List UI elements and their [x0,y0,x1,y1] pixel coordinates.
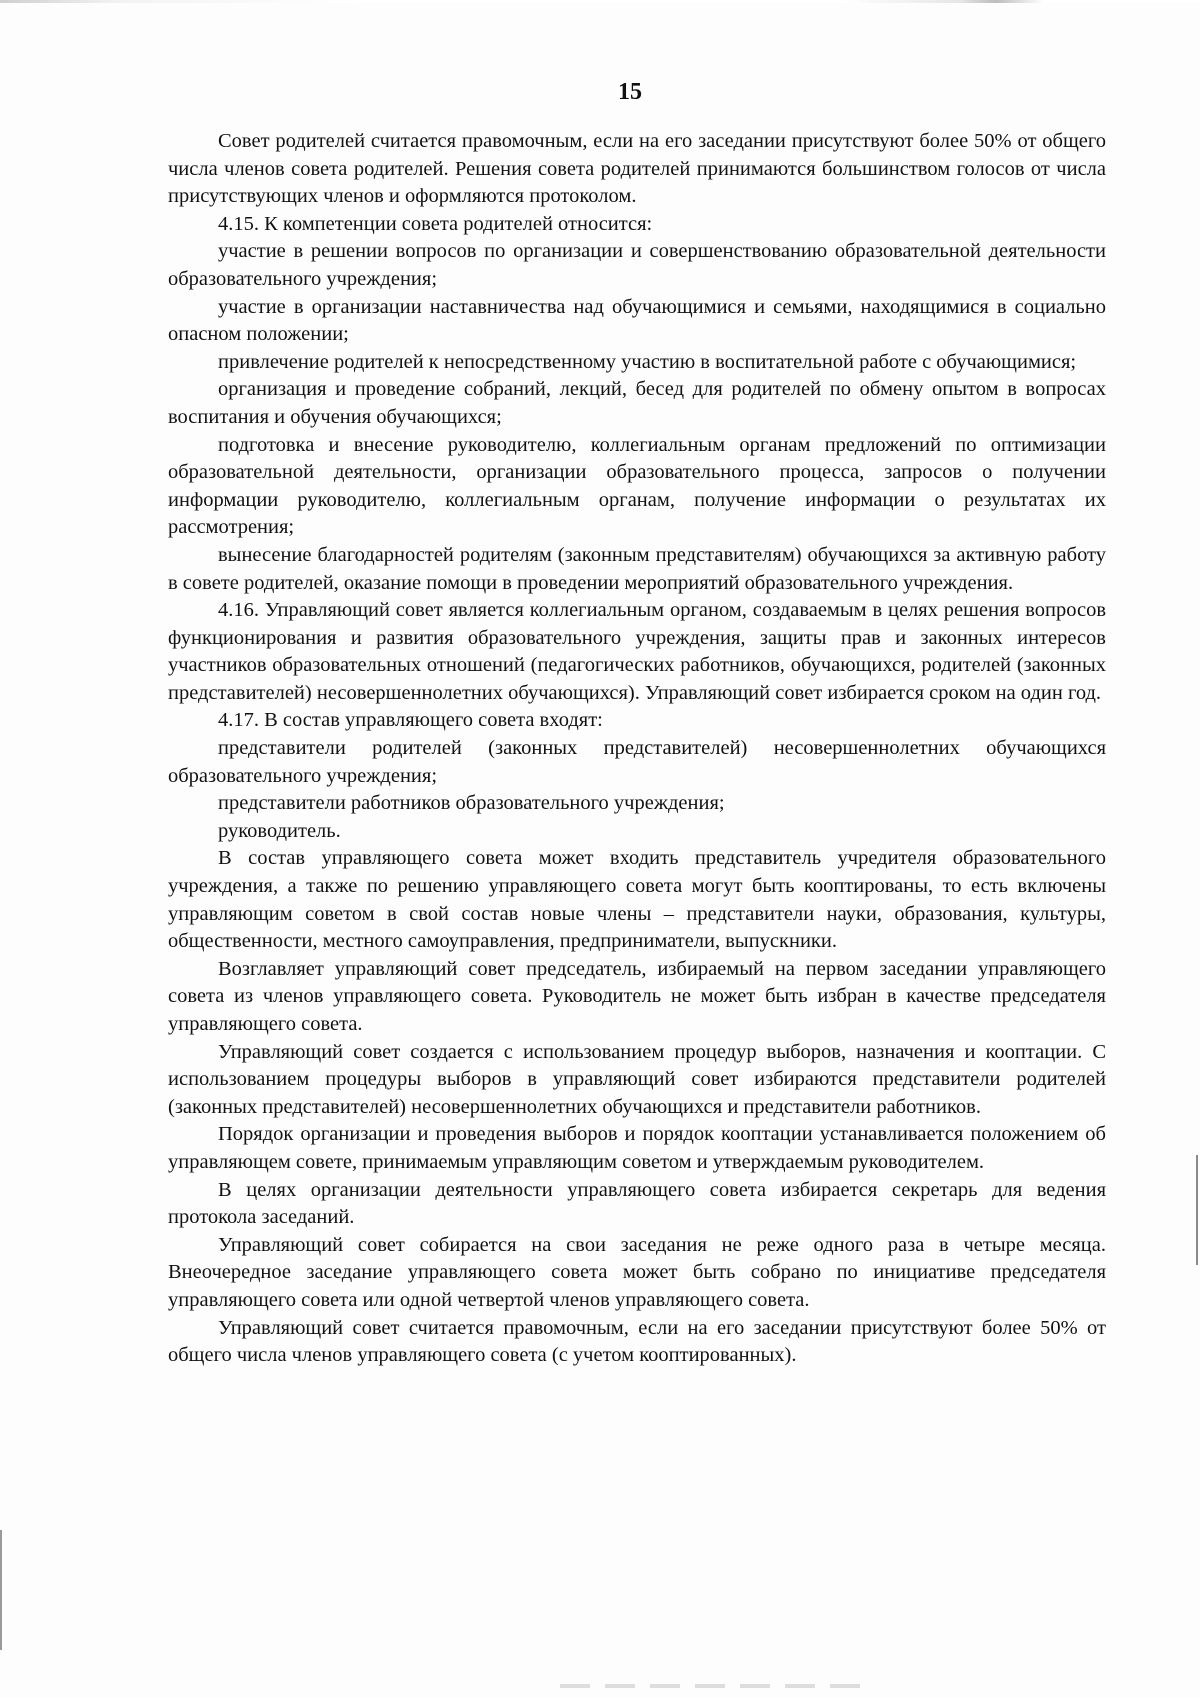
list-item: участие в решении вопросов по организации и совершенствованию образовательной деятельности образовательного учреждения; [168,240,1106,290]
paragraph: Возглавляет управляющий совет председатель, избираемый на первом заседании управляющего совета из членов управляющего совета. Руководитель не может быть избран в качестве председателя управляющего совета. [168,957,1106,1035]
scan-edge-right [1196,1155,1198,1265]
scan-artifact-bottom [560,1684,860,1688]
list-item: организация и проведение собраний, лекций, бесед для родителей по обмену опытом в вопросах воспитания и обучения обучающихся; [168,378,1106,428]
paragraph: Управляющий совет собирается на свои заседания не реже одного раза в четыре месяца. Внеочередное заседание управляющего совета может быть собрано по инициативе председателя управляющего совета или одной четвертой членов управляющего совета. [168,1233,1106,1311]
list-item: руководитель. [218,819,341,842]
document-body [168,128,1106,1370]
list-item: представители родителей (законных представителей) несовершеннолетних обучающихся образовательного учреждения; [168,737,1106,787]
paragraph: Порядок организации и проведения выборов и порядок кооптации устанавливается положением об управляющем совете, принимаемым управляющим советом и утверждаемым руководителем. [168,1123,1106,1173]
list-item: подготовка и внесение руководителю, коллегиальным органам предложений по оптимизации образовательной деятельности, организации образовательного процесса, запросов о получении информации руководителю, коллегиальным органам, получение информации о результатах их рассмотрения; [168,433,1106,539]
list-item: представители работников образовательного учреждения; [218,792,725,815]
section-heading: 4.17. В состав управляющего совета входят: [218,709,603,732]
list-item: вынесение благодарностей родителям (законным представителям) обучающихся за активную работу в совете родителей, оказание помощи в проведении мероприятий образовательного учреждения. [168,543,1106,594]
scan-edge-left [0,1530,2,1650]
paragraph: В целях организации деятельности управляющего совета избирается секретарь для ведения протокола заседаний. [168,1178,1106,1229]
page-number: 15 [618,79,642,105]
section-heading: 4.15. К компетенции совета родителей относится: [218,212,653,235]
list-item: участие в организации наставничества над обучающимися и семьями, находящимися в социально опасном положении; [168,295,1106,346]
paragraph: Совет родителей считается правомочным, если на его заседании присутствуют более 50% от общего числа членов совета родителей. Решения совета родителей принимаются большинством голосов от числа присутствующих членов и оформляются протоколом. [168,130,1106,208]
paragraph: 4.16. Управляющий совет является коллегиальным органом, создаваемым в целях решения вопросов функционирования и развития образовательного учреждения, защиты прав и законных интересов участников образовательных отношений (педагогических работников, обучающихся, родителей (законных представителей) несовершеннолетних обучающихся). Управляющий совет избирается сроком на один год. [168,599,1106,704]
paragraph: Управляющий совет создается с использованием процедур выборов, назначения и кооптации. С использованием процедуры выборов в управляющий совет избираются представители родителей (законных представителей) несовершеннолетних обучающихся и представители работников. [168,1040,1106,1118]
scan-edge-top [0,0,1200,3]
paragraph: В состав управляющего совета может входить представитель учредителя образовательного учреждения, а также по решению управляющего совета могут быть кооптированы, то есть включены управляющим советом в свой состав новые члены – представители науки, образования, культуры, общественности, местного самоуправления, предприниматели, выпускники. [168,847,1106,953]
paragraph: Управляющий совет считается правомочным, если на его заседании присутствуют более 50% от общего числа членов управляющего совета (с учетом кооптированных). [168,1316,1106,1367]
list-item: привлечение родителей к непосредственному участию в воспитательной работе с обучающимися; [218,350,1077,373]
